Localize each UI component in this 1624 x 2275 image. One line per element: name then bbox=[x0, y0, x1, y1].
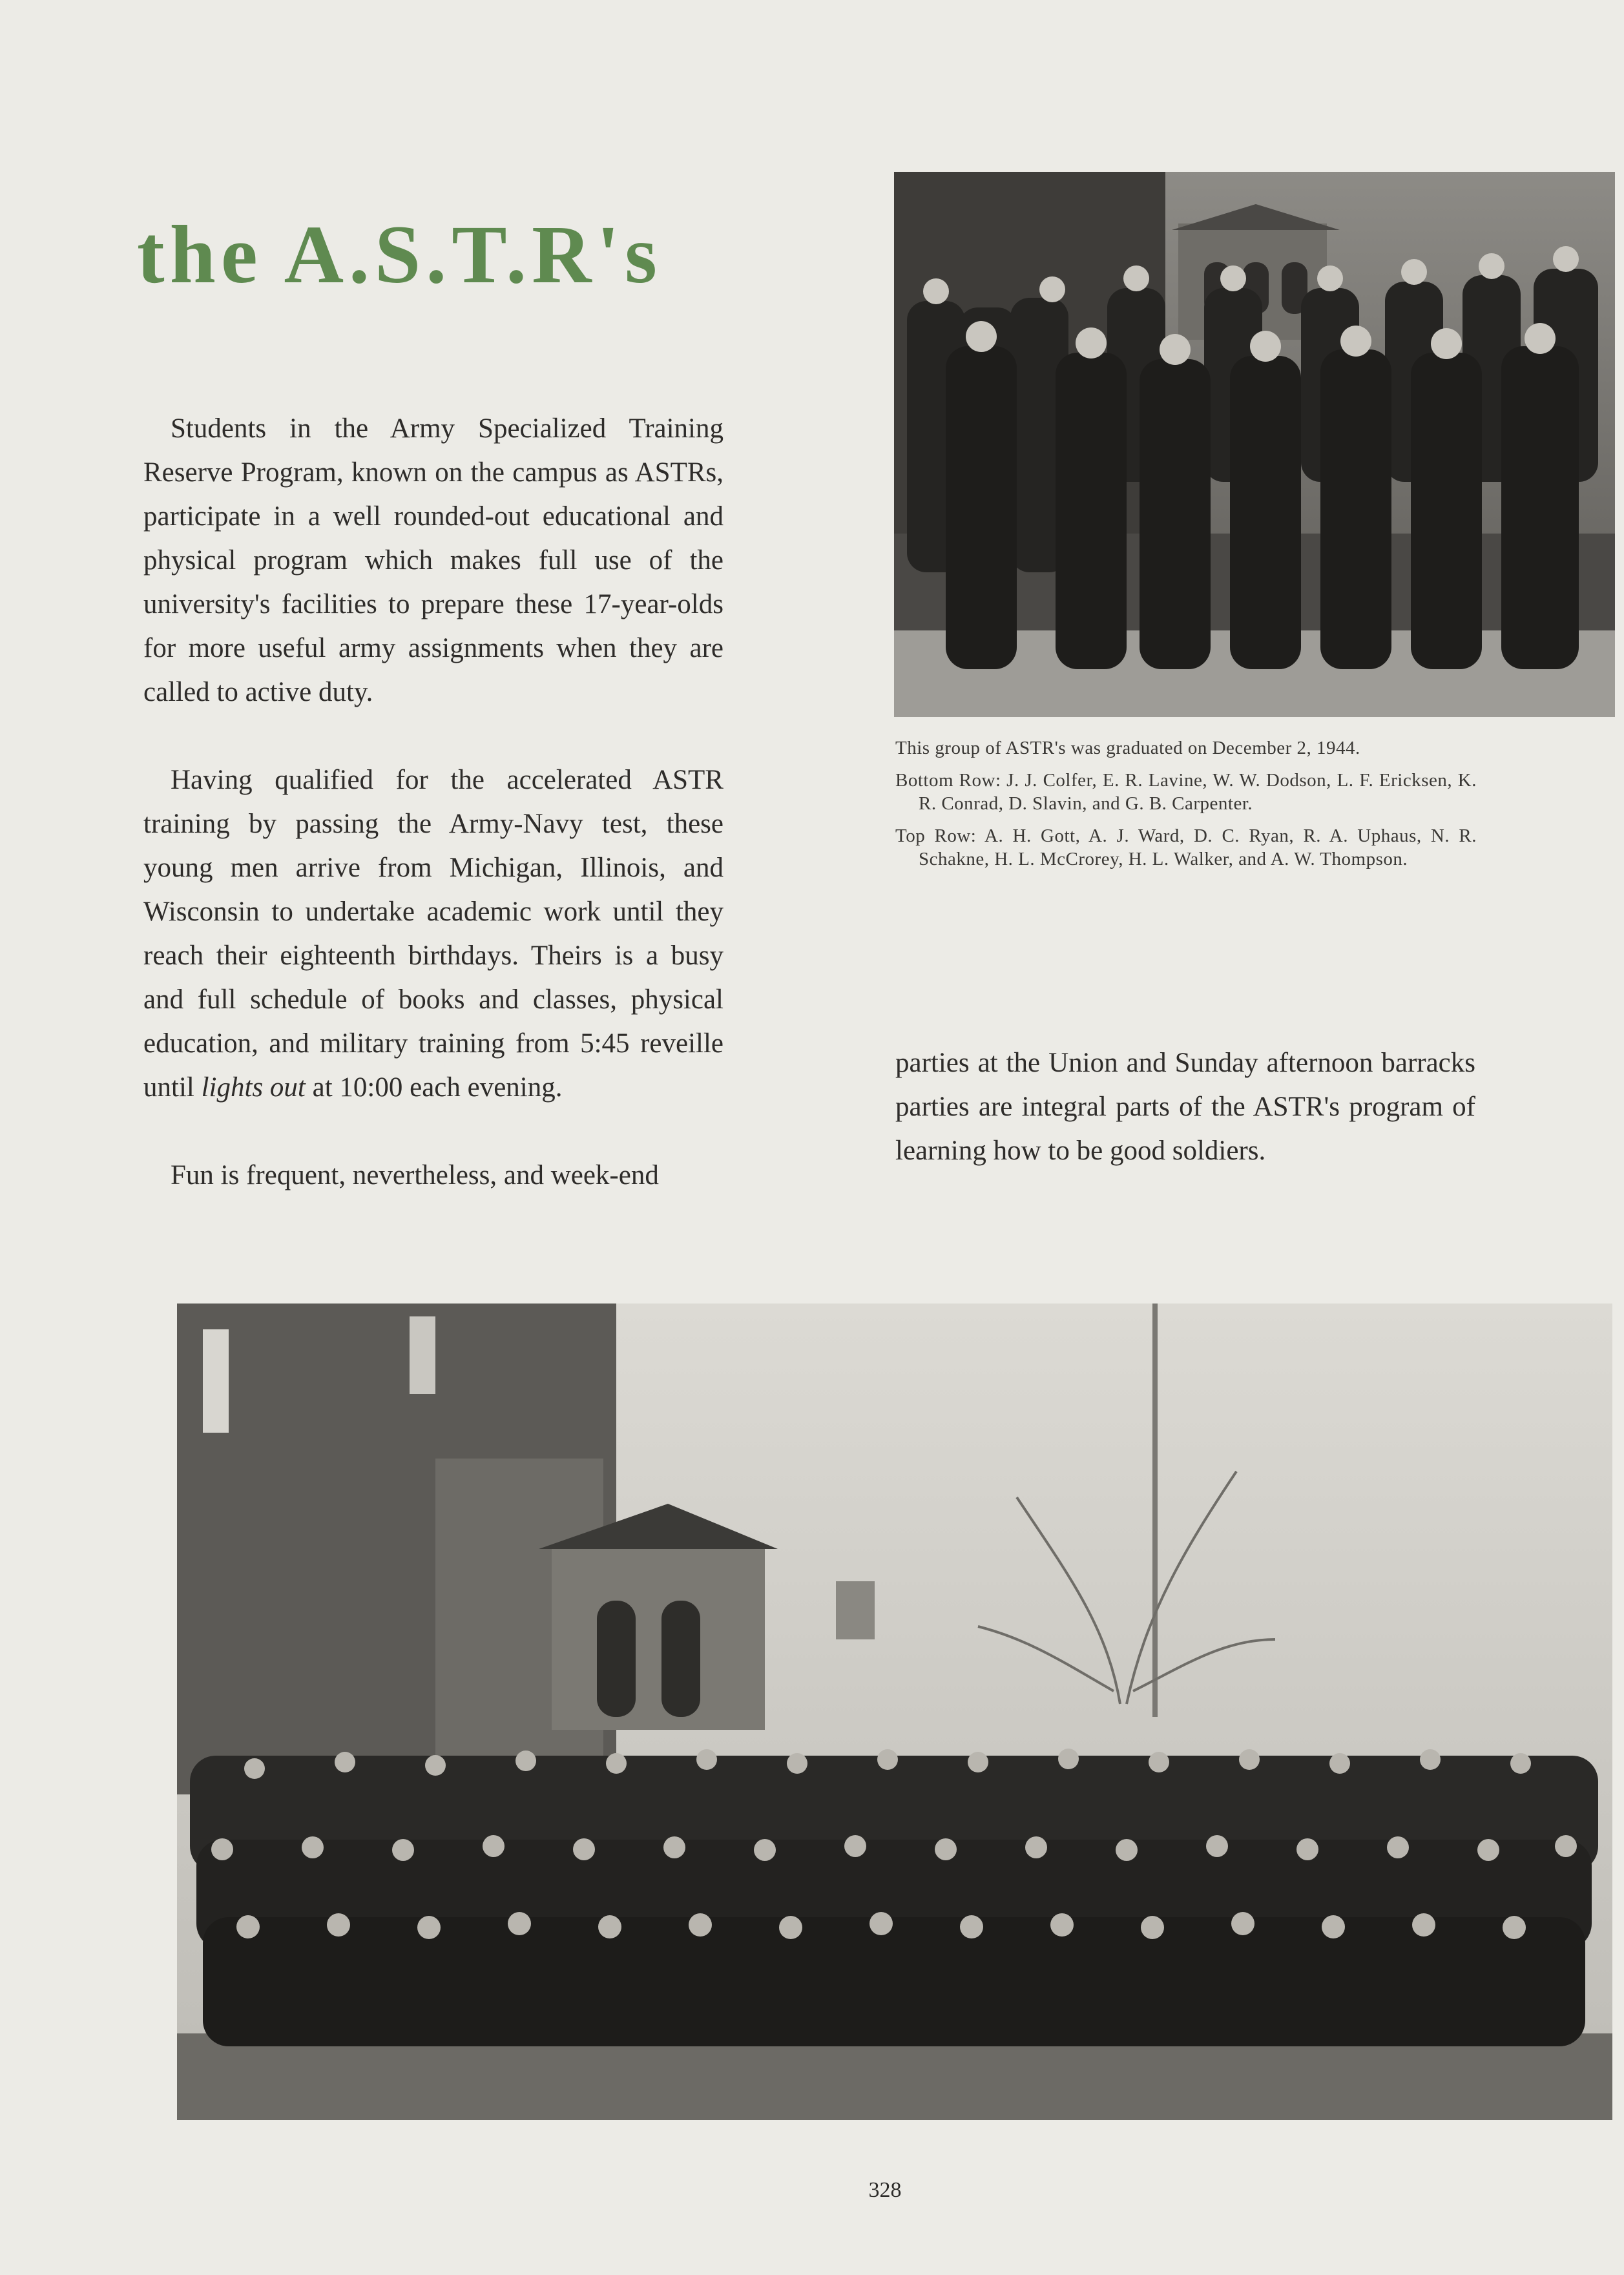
group-photo-small-image bbox=[894, 172, 1615, 717]
group-photo-large-image bbox=[177, 1304, 1612, 2120]
caption-top-row: Top Row: A. H. Gott, A. J. Ward, D. C. Ryan, R. A. Uphaus, N. R. Schakne, H. L. McCrorey, H. L. Walker, and A. W. Thompson. bbox=[895, 826, 1477, 869]
paragraph-1: Students in the Army Specialized Training Reserve Program, known on the campus as ASTRs, participate in a well rounded-out educational and physical program which makes full use of the university's facilities to prepare these 17-year-olds for more useful army assignments when they are called to active duty. bbox=[143, 413, 724, 707]
group-photo-small bbox=[894, 172, 1615, 717]
paragraph-2-text-b: at 10:00 each evening. bbox=[305, 1072, 563, 1103]
caption-bottom-row: Bottom Row: J. J. Colfer, E. R. Lavine, W. W. Dodson, L. F. Ericksen, K. R. Conrad, D. Slavin, and G. B. Carpenter. bbox=[895, 770, 1477, 814]
caption-date: This group of ASTR's was graduated on December 2, 1944. bbox=[895, 738, 1360, 758]
body-text-right bbox=[895, 1041, 1475, 1173]
paragraph-2-text-a: Having qualified for the accelerated ASTR training by passing the Army-Navy test, these young men arrive from Michigan, Illinois, and Wisconsin to undertake academic work until they reach their eighteenth birthdays. Theirs is a busy and full schedule of books and classes, physical education, and military training from 5:45 reveille until bbox=[143, 765, 724, 1103]
body-text-left bbox=[143, 407, 724, 1198]
paragraph-3-continued: parties at the Union and Sunday afternoon barracks parties are integral parts of the ASTR's program of learning how to be good soldiers. bbox=[895, 1048, 1475, 1166]
group-photo-large bbox=[177, 1304, 1612, 2120]
page-title: the A.S.T.R's bbox=[137, 209, 662, 300]
page-number: 328 bbox=[868, 2178, 902, 2202]
paragraph-2-emphasis: lights out bbox=[201, 1072, 306, 1103]
paragraph-2 bbox=[143, 758, 724, 1110]
paragraph-3: Fun is frequent, nevertheless, and week-end bbox=[171, 1160, 659, 1190]
photo-caption bbox=[895, 736, 1477, 880]
